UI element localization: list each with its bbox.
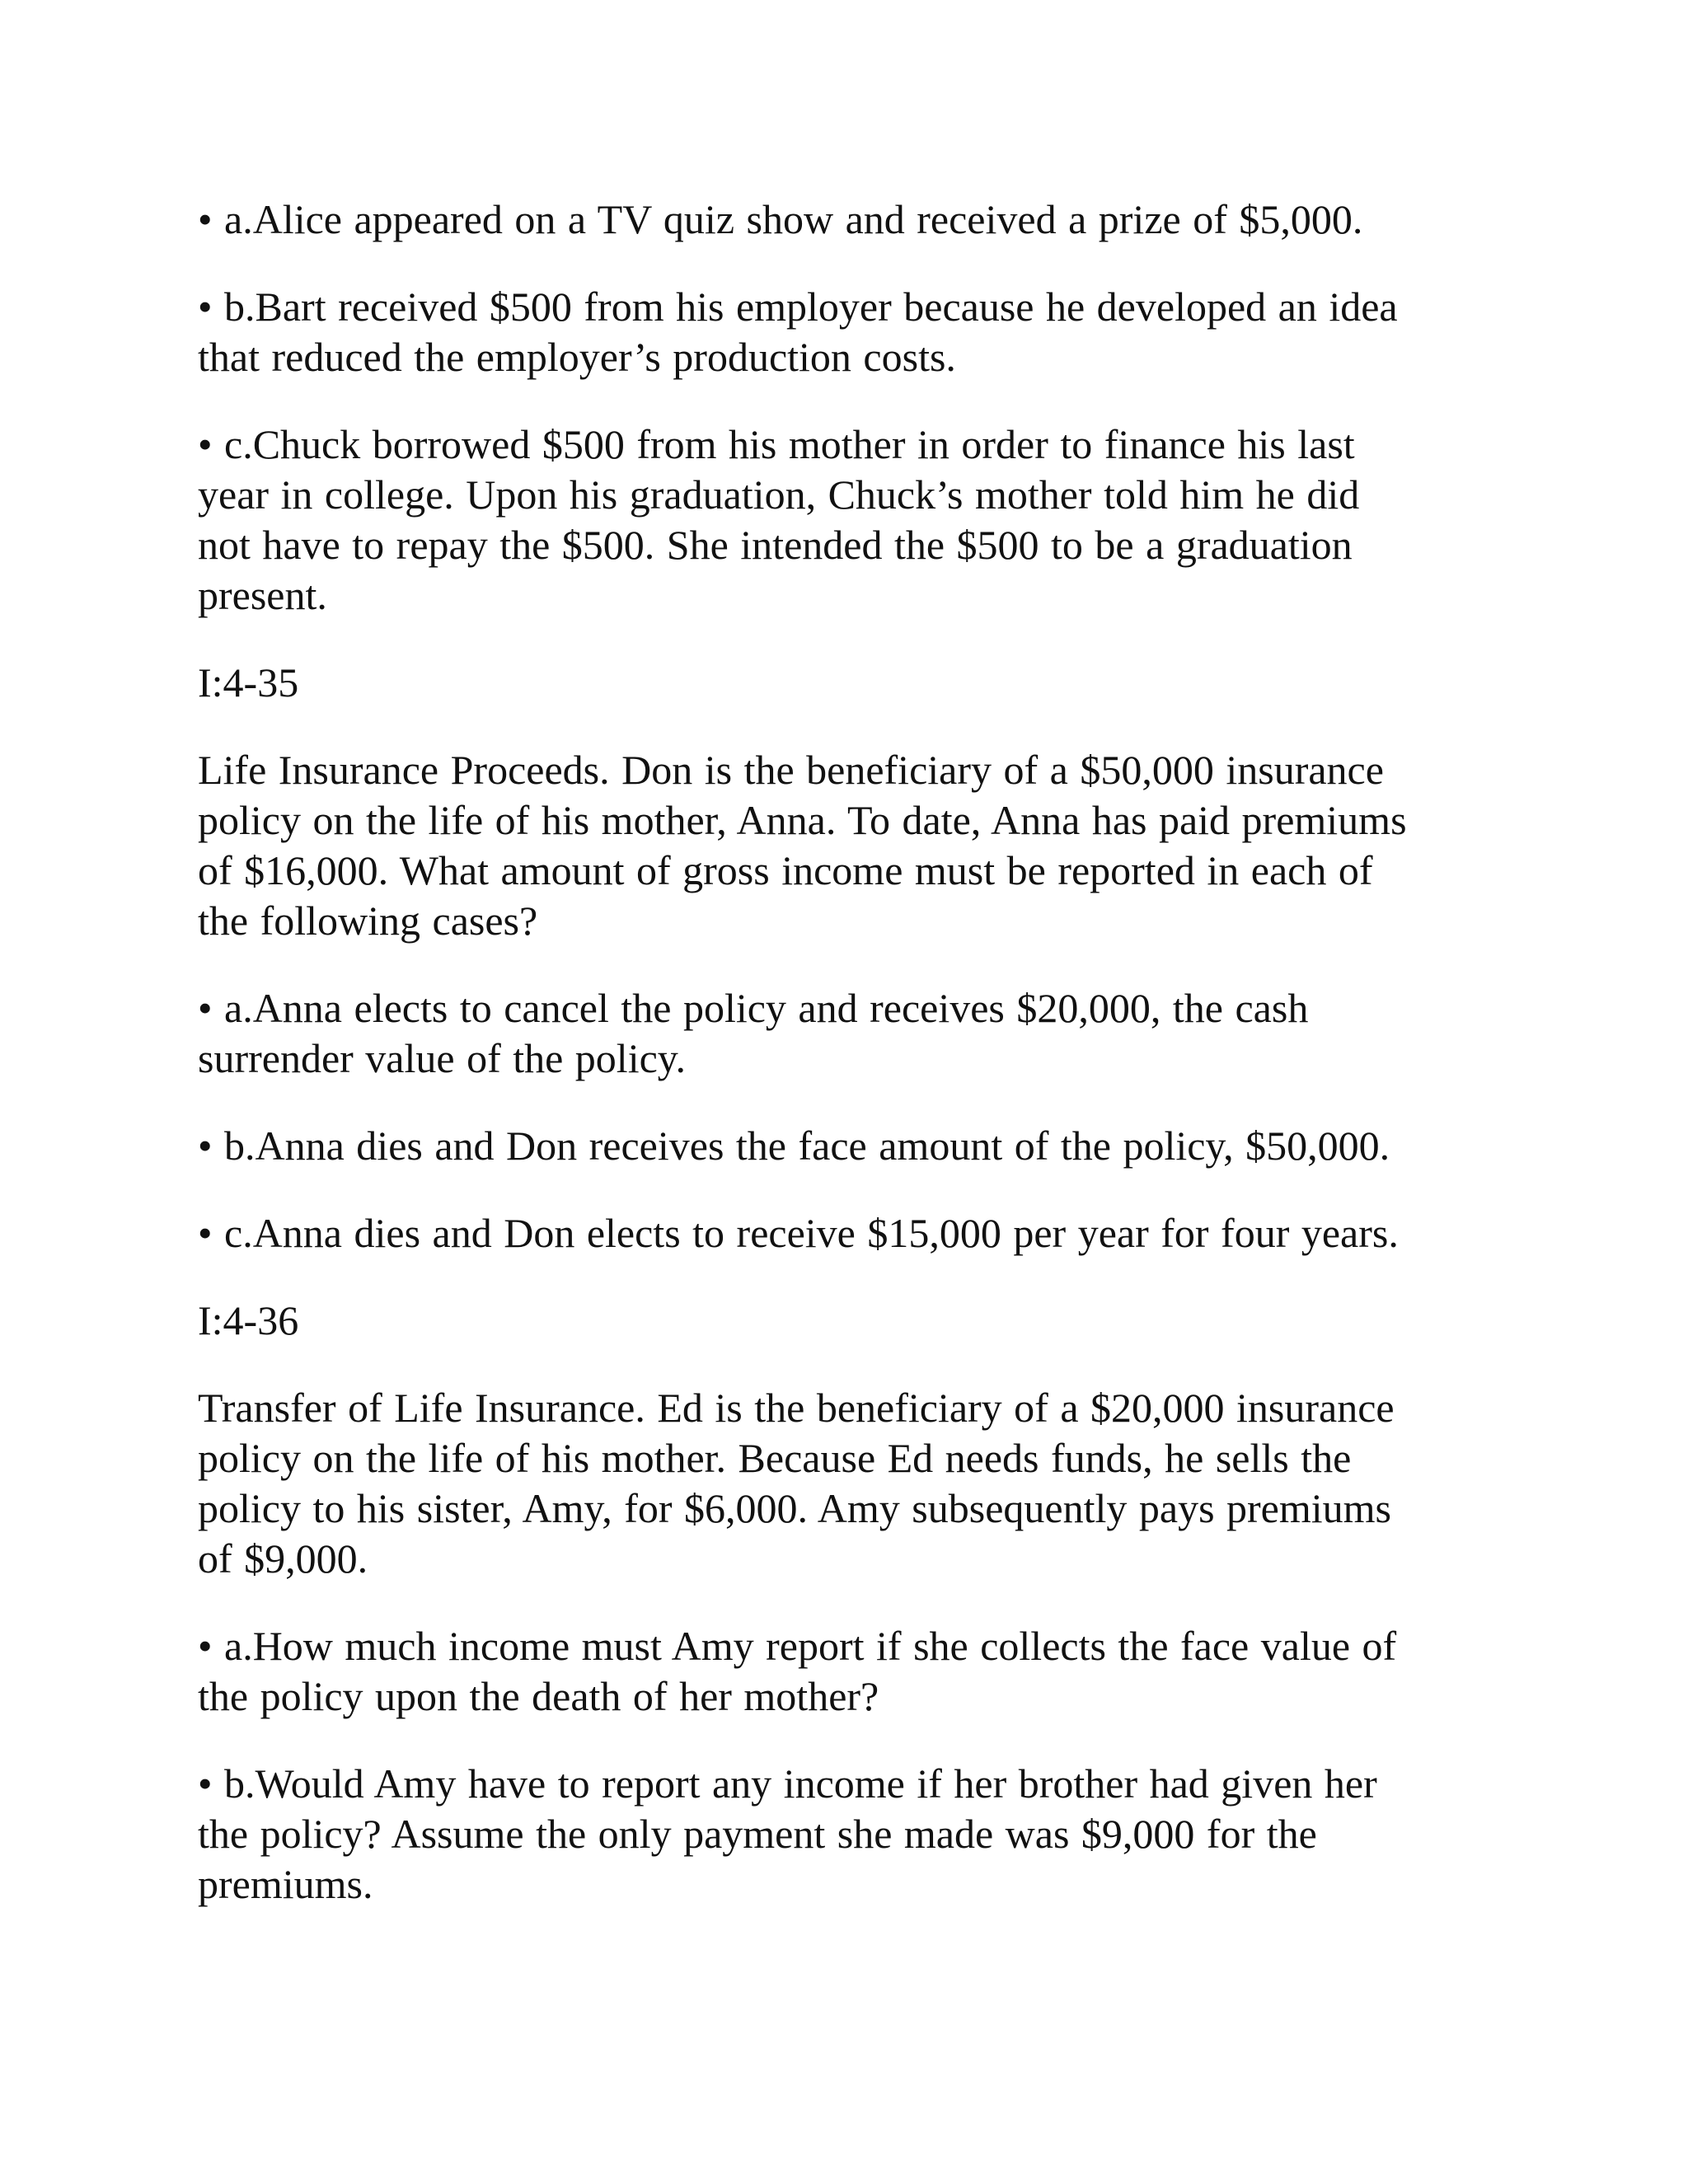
list-item-bart: • b.Bart received $500 from his employer because he developed an idea that reduced the employer’s production costs. <box>198 284 1398 380</box>
list-item-anna-dies-face: • b.Anna dies and Don receives the face amount of the policy, $50,000. <box>198 1122 1390 1169</box>
problem-number-4-35: I:4-35 <box>198 659 299 705</box>
problem-number-4-36: I:4-36 <box>198 1297 299 1343</box>
problem-transfer-life-insurance: Transfer of Life Insurance. Ed is the beneficiary of a $20,000 insurance policy on the life of his mother. Because Ed needs funds, he sells the policy to his sister, Amy, for $6,000. Amy subsequently pays premiums of $9,000. <box>198 1385 1395 1582</box>
document-body <box>198 194 1492 1947</box>
list-item-chuck: • c.Chuck borrowed $500 from his mother in order to finance his last year in college. Upon his graduation, Chuck’s mother told him he did not have to repay the $500. She intended the $500 to be a graduation present. <box>198 421 1360 618</box>
list-item-alice: • a.Alice appeared on a TV quiz show and received a prize of $5,000. <box>198 196 1363 242</box>
list-item-amy-gift: • b.Would Amy have to report any income if her brother had given her the policy? Assume the only payment she made was $9,000 for the premiums. <box>198 1760 1377 1907</box>
list-item-anna-dies-annual: • c.Anna dies and Don elects to receive $15,000 per year for four years. <box>198 1210 1399 1256</box>
problem-life-insurance-proceeds: Life Insurance Proceeds. Don is the beneficiary of a $50,000 insurance policy on the life of his mother, Anna. To date, Anna has paid premiums of $16,000. What amount of gross income must be reported in each of the following cases? <box>198 747 1407 944</box>
list-item-anna-cancel: • a.Anna elects to cancel the policy and receives $20,000, the cash surrender value of the policy. <box>198 985 1309 1081</box>
list-item-amy-income: • a.How much income must Amy report if she collects the face value of the policy upon the death of her mother? <box>198 1623 1397 1719</box>
